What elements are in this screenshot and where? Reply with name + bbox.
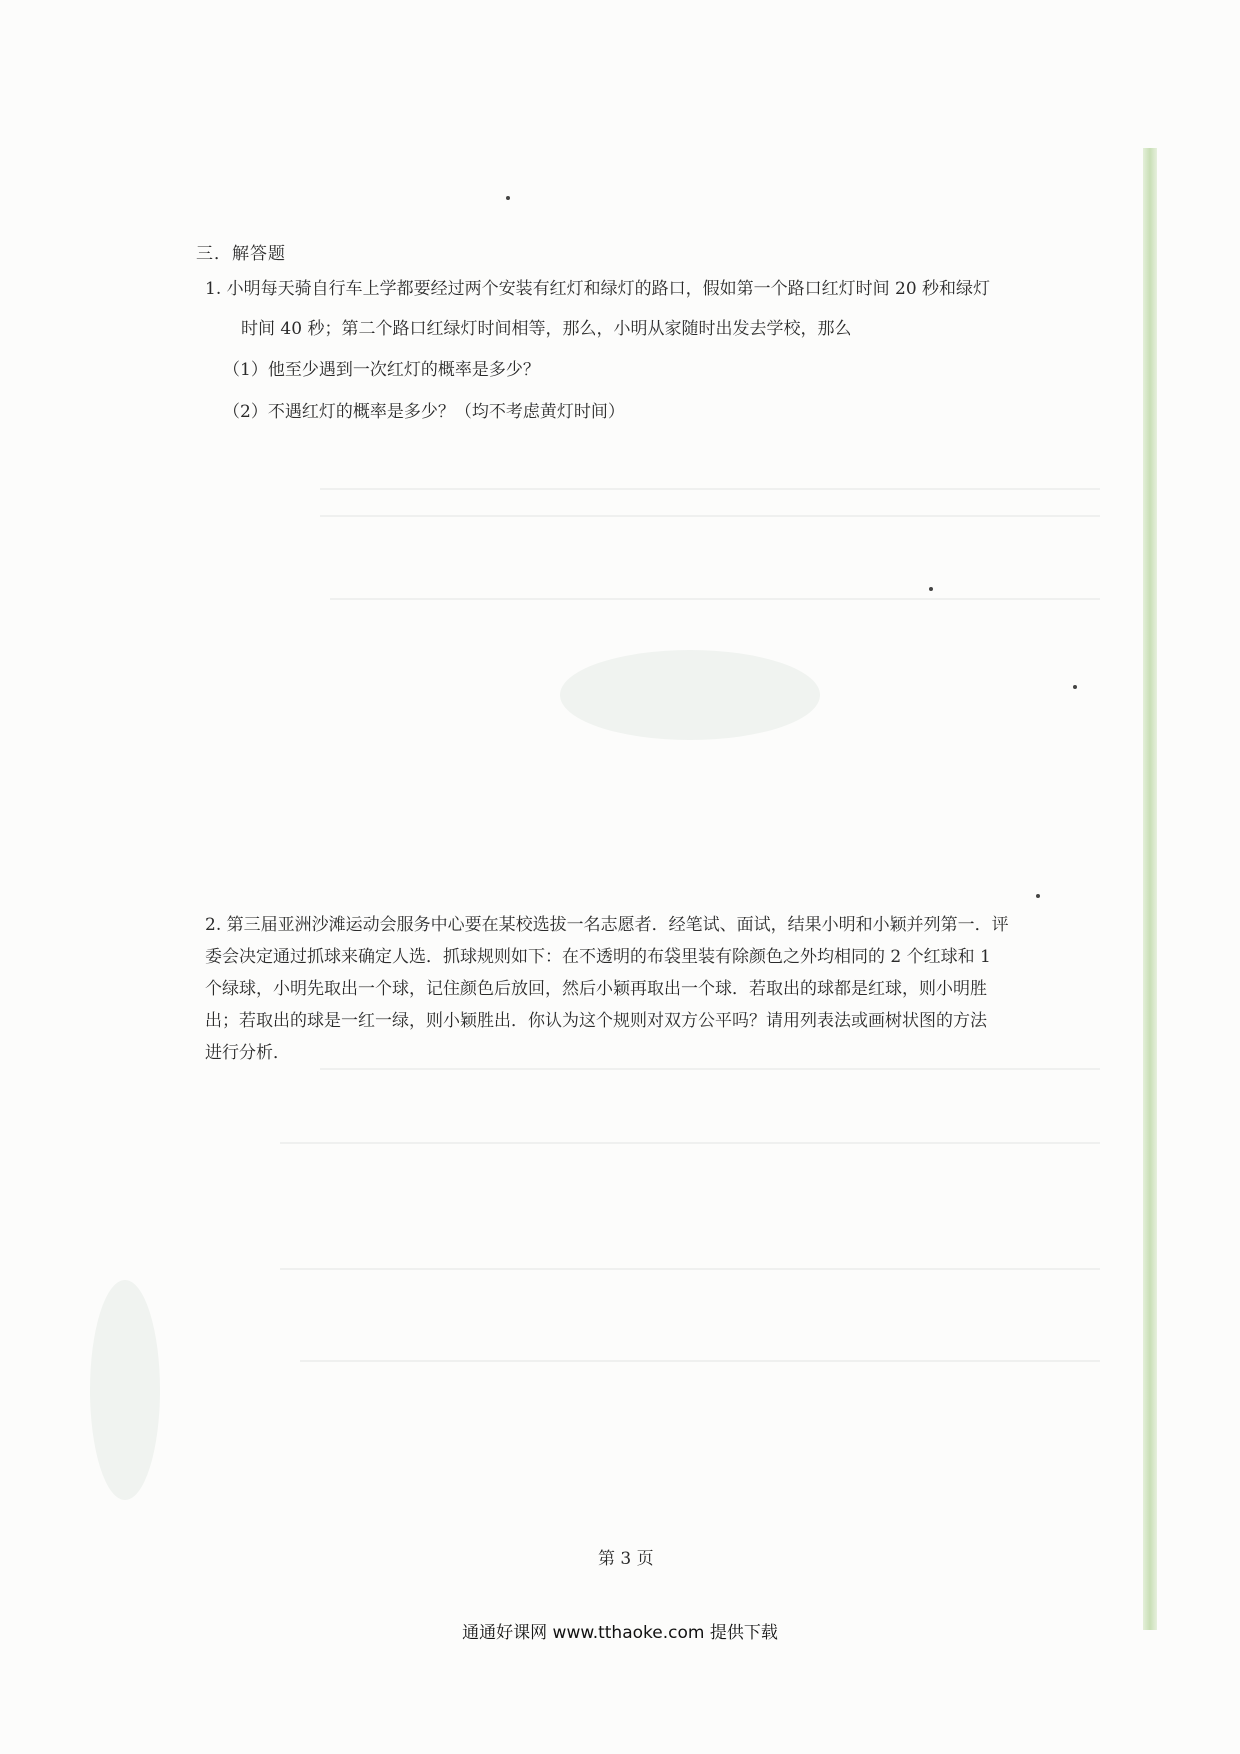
bleed-through-line [300,1360,1100,1362]
question2-line: 进行分析． [205,1043,290,1063]
scan-speck [1036,894,1040,898]
bleed-through-line [330,598,1100,600]
scan-speck [1073,685,1077,689]
page-edge-shadow [1143,148,1157,1630]
bleed-through-line [280,1142,1100,1144]
bleed-through-line [320,515,1100,517]
question2-text [205,909,1065,1069]
question1-line1: 1. 小明每天骑自行车上学都要经过两个安装有红灯和绿灯的路口，假如第一个路口红灯时间 20 秒和绿灯 [205,279,991,299]
question2-line: 个绿球，小明先取出一个球，记住颜色后放回，然后小颖再取出一个球．若取出的球都是红球，则小明胜 [205,979,987,999]
bleed-through-line [320,488,1100,490]
question1-subquestion-1: （1）他至少遇到一次红灯的概率是多少？ [223,360,540,380]
page-number: 第 3 页 [598,1549,654,1569]
question1-subquestion-2: （2）不遇红灯的概率是多少？（均不考虑黄灯时间） [223,402,625,422]
question2-line: 委会决定通过抓球来确定人选．抓球规则如下：在不透明的布袋里装有除颜色之外均相同的 2 个红球和 1 [205,947,991,967]
bleed-through-line [280,1268,1100,1270]
scan-smudge [560,650,820,740]
question2-line: 出；若取出的球是一红一绿，则小颖胜出．你认为这个规则对双方公平吗？请用列表法或画树状图的方法 [205,1011,987,1031]
scan-speck [506,196,510,200]
question1-line2: 时间 40 秒；第二个路口红绿灯时间相等，那么，小明从家随时出发去学校，那么 [241,319,852,339]
section-title: 三．解答题 [196,244,286,264]
download-footer: 通通好课网 www.tthaoke.com 提供下载 [462,1623,778,1643]
question2-line: 2. 第三届亚洲沙滩运动会服务中心要在某校选拔一名志愿者．经笔试、面试，结果小明和小颖并列第一．评 [205,915,1009,935]
scan-smudge [90,1280,160,1500]
scan-speck [929,587,933,591]
